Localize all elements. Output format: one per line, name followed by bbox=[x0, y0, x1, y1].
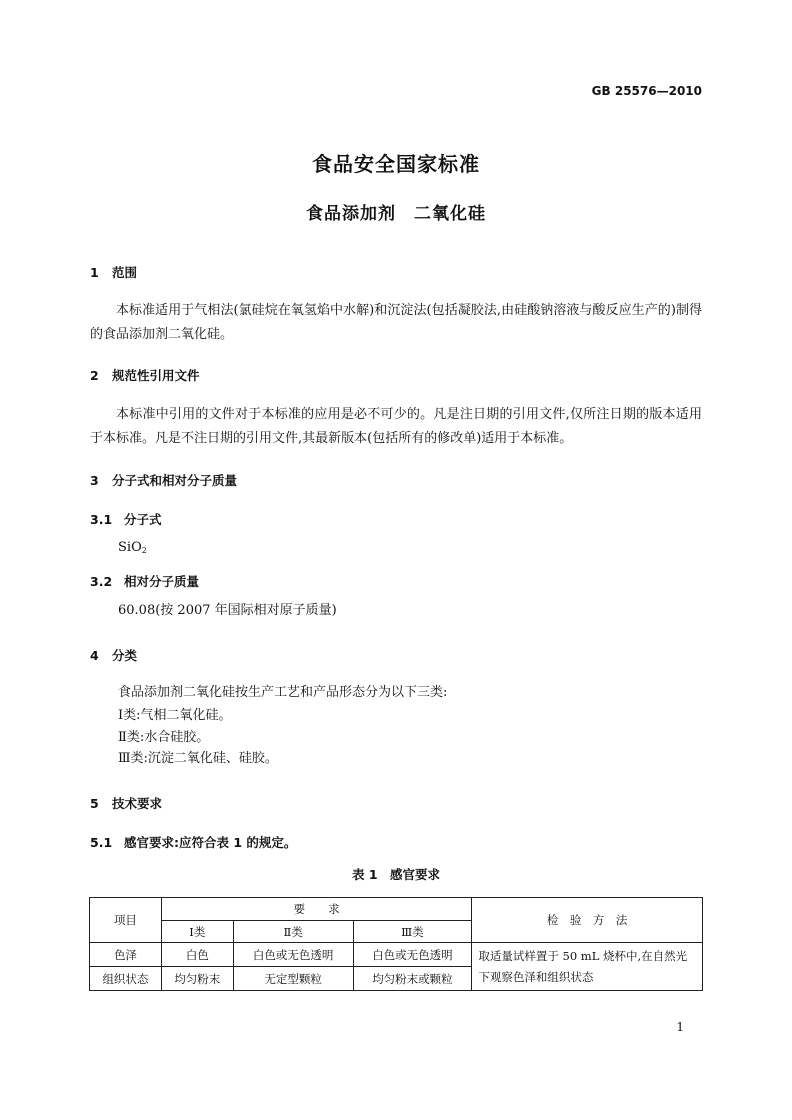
section-title: 规范性引用文件 bbox=[112, 368, 200, 383]
molecular-formula bbox=[118, 537, 147, 562]
row-class-3: 白色或无色透明 bbox=[353, 943, 472, 967]
section-3-heading bbox=[90, 471, 237, 489]
header-class-2: Ⅱ类 bbox=[233, 921, 353, 943]
section-title: 分子式和相对分子质量 bbox=[112, 473, 238, 488]
section-3-1-heading bbox=[90, 510, 162, 528]
row-class-3: 均匀粉末或颗粒 bbox=[353, 967, 472, 991]
section-number: 5 bbox=[90, 796, 99, 811]
test-method-text: 取适量试样置于 50 mL 烧杯中,在自然光下观察色泽和组织状态 bbox=[472, 943, 703, 991]
section-2-heading bbox=[90, 366, 200, 384]
section-number: 4 bbox=[90, 648, 99, 663]
sub-title: 食品添加剂 二氧化硅 bbox=[306, 204, 486, 224]
section-title: 相对分子质量 bbox=[124, 574, 200, 589]
standard-number: GB 25576—2010 bbox=[591, 84, 702, 98]
formula-main: SiO bbox=[118, 540, 142, 555]
section-title: 范围 bbox=[112, 265, 138, 280]
page-number: 1 bbox=[676, 1020, 684, 1034]
section-title: 分子式 bbox=[124, 512, 162, 527]
header-class-3: Ⅲ类 bbox=[353, 921, 472, 943]
main-title: 食品安全国家标准 bbox=[312, 152, 480, 176]
section-number: 2 bbox=[90, 368, 99, 383]
row-item: 组织状态 bbox=[90, 967, 162, 991]
formula-subscript: 2 bbox=[141, 546, 147, 555]
section-1-heading bbox=[90, 263, 137, 281]
row-item: 色泽 bbox=[90, 943, 162, 967]
classification-item: Ⅲ类:沉淀二氧化硅、硅胶。 bbox=[118, 751, 278, 766]
section-2-paragraph: 本标准中引用的文件对于本标准的应用是必不可少的。凡是注日期的引用文件,仅所注日期的版本适用于本标准。凡是不注日期的引用文件,其最新版本(包括所有的修改单)适用于本标准。 bbox=[90, 407, 702, 446]
section-number: 3.1 bbox=[90, 512, 113, 527]
row-class-2: 无定型颗粒 bbox=[233, 967, 353, 991]
section-title: 感官要求:应符合表 1 的规定。 bbox=[124, 835, 297, 850]
section-5-heading bbox=[90, 794, 162, 812]
sensory-requirements-table bbox=[89, 897, 703, 991]
section-1-paragraph: 本标准适用于气相法(氯硅烷在氧氢焰中水解)和沉淀法(包括凝胶法,由硅酸钠溶液与酸反应生产的)制得的食品添加剂二氧化硅。 bbox=[90, 303, 702, 342]
section-number: 5.1 bbox=[90, 835, 113, 850]
row-class-2: 白色或无色透明 bbox=[233, 943, 353, 967]
section-title: 技术要求 bbox=[112, 796, 163, 811]
row-class-1: 白色 bbox=[161, 943, 233, 967]
section-3-2-heading bbox=[90, 572, 199, 590]
header-class-1: Ⅰ类 bbox=[161, 921, 233, 943]
section-5-1-heading bbox=[90, 833, 296, 851]
header-requirements: 要 求 bbox=[161, 898, 471, 921]
table-caption: 表 1 感官要求 bbox=[351, 867, 441, 882]
row-class-1: 均匀粉末 bbox=[161, 967, 233, 991]
molecular-weight: 60.08(按 2007 年国际相对原子质量) bbox=[118, 603, 337, 618]
section-number: 3 bbox=[90, 473, 99, 488]
section-4-heading bbox=[90, 646, 137, 664]
header-test-method: 检 验 方 法 bbox=[472, 898, 703, 943]
section-number: 1 bbox=[90, 265, 99, 280]
table-row bbox=[90, 943, 703, 967]
classification-item: Ⅰ类:气相二氧化硅。 bbox=[118, 708, 232, 723]
classification-intro: 食品添加剂二氧化硅按生产工艺和产品形态分为以下三类: bbox=[118, 685, 448, 700]
header-item: 项目 bbox=[90, 898, 162, 943]
section-number: 3.2 bbox=[90, 574, 113, 589]
classification-item: Ⅱ类:水合硅胶。 bbox=[118, 730, 210, 745]
section-title: 分类 bbox=[112, 648, 138, 663]
